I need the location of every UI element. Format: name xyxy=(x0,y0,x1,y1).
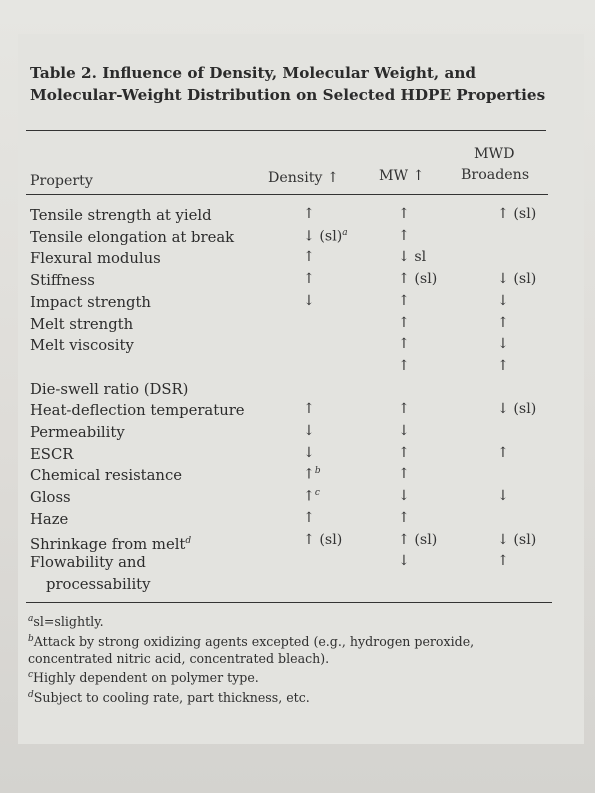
cell-value: ↓ xyxy=(398,553,410,570)
top-rule xyxy=(26,130,546,131)
cell-mwd xyxy=(497,488,509,504)
row-label-text: Chemical resistance xyxy=(30,467,183,485)
row-label xyxy=(30,205,212,227)
cell-density xyxy=(303,466,321,483)
row-label xyxy=(30,422,125,444)
cell-value: ↓ xyxy=(497,488,509,505)
row-label xyxy=(30,248,161,270)
footnote-text: Highly dependent on polymer type. xyxy=(33,670,259,686)
row-label xyxy=(30,444,73,466)
cell-mw xyxy=(398,423,410,439)
cell-mwd xyxy=(497,336,509,352)
cell-mw xyxy=(398,532,437,548)
footnote-ref: b xyxy=(314,466,321,477)
cell-value: ↑ xyxy=(398,401,410,418)
row-label-text: Flexural modulus xyxy=(30,250,161,268)
cell-mw xyxy=(398,293,410,309)
cell-mw xyxy=(398,510,410,526)
row-label-text: Impact strength xyxy=(30,293,151,311)
header-rule xyxy=(26,194,548,195)
cell-mw xyxy=(398,315,410,331)
cell-mw xyxy=(398,401,410,417)
cell-value: ↑ (sl) xyxy=(398,531,438,548)
cell-value: ↓ sl xyxy=(398,249,427,266)
footnote-text: sl=slightly. xyxy=(33,614,104,630)
cell-value: ↑ xyxy=(398,336,410,353)
cell-value: ↑ xyxy=(303,271,315,288)
row-label xyxy=(30,552,146,574)
cell-mw xyxy=(398,488,410,504)
footnote-ref: a xyxy=(342,227,348,238)
cell-mw xyxy=(398,466,410,482)
row-label-text: Stiffness xyxy=(30,272,95,290)
bottom-rule xyxy=(26,602,552,603)
table-title: Influence of Density, Molecular Weight, and Molecular-Weight Distribution on Selected HDPE Properties xyxy=(30,64,546,104)
row-label xyxy=(30,292,151,314)
row-label-text: Tensile elongation at break xyxy=(30,228,235,246)
cell-value: ↓ (sl) xyxy=(497,531,537,548)
cell-value: ↑ xyxy=(303,249,315,266)
cell-mw xyxy=(398,445,410,461)
cell-mw xyxy=(398,228,410,244)
cell-mw xyxy=(398,271,437,287)
row-label xyxy=(30,465,182,487)
header-mwd-line2: Broadens xyxy=(461,167,530,183)
row-label xyxy=(46,574,150,596)
table-number: Table 2. xyxy=(30,64,97,82)
cell-value: ↓ (sl) xyxy=(303,228,343,245)
row-label-text: Die-swell ratio (DSR) xyxy=(30,380,189,398)
cell-value: ↓ (sl) xyxy=(497,271,537,288)
cell-value: ↑ (sl) xyxy=(398,271,438,288)
row-label xyxy=(30,227,234,249)
row-label-text: Flowability and xyxy=(30,554,146,572)
cell-density xyxy=(303,206,315,222)
cell-density xyxy=(303,401,315,417)
cell-value: ↑ xyxy=(497,314,509,331)
footnote-mark: c xyxy=(28,670,34,681)
cell-value: ↑ xyxy=(398,357,410,374)
row-label xyxy=(30,400,245,422)
row-label-text: Melt viscosity xyxy=(30,337,134,355)
cell-value: ↓ xyxy=(303,444,315,461)
cell-mw xyxy=(398,553,410,569)
row-label-text: Haze xyxy=(30,510,69,528)
cell-value: ↑ xyxy=(398,227,410,244)
cell-value: ↑ (sl) xyxy=(497,206,537,222)
row-label-text: Gloss xyxy=(30,489,71,507)
row-label xyxy=(30,379,188,401)
footnote-ref: c xyxy=(314,488,320,499)
header-density: Density ↑ xyxy=(268,170,339,186)
footnote-a xyxy=(28,611,558,631)
cell-mwd xyxy=(497,206,536,222)
footnote-mark: b xyxy=(28,633,34,644)
cell-value: ↑ xyxy=(398,509,410,526)
cell-value: ↓ xyxy=(303,423,315,439)
cell-mw xyxy=(398,358,410,374)
cell-density xyxy=(303,423,315,439)
cell-value: ↑ (sl) xyxy=(303,531,343,548)
cell-density xyxy=(303,532,342,548)
cell-mw xyxy=(398,336,410,352)
row-label xyxy=(30,270,95,292)
cell-value: ↑ xyxy=(398,466,410,483)
cell-value: ↑ xyxy=(497,357,509,374)
cell-value: ↓ xyxy=(398,488,410,505)
cell-density xyxy=(303,249,315,265)
footnote-text: Subject to cooling rate, part thickness, etc. xyxy=(33,690,310,706)
row-label-text: Melt strength xyxy=(30,315,134,333)
cell-value: ↓ xyxy=(303,292,315,309)
cell-density xyxy=(303,271,315,287)
cell-value: ↑ xyxy=(497,553,509,570)
footnote-b xyxy=(28,631,558,667)
cell-mwd xyxy=(497,293,509,309)
cell-value: ↓ xyxy=(398,423,410,439)
footnote-mark: d xyxy=(28,689,34,700)
row-label-text: ESCR xyxy=(30,445,74,463)
row-label xyxy=(30,335,134,357)
cell-density xyxy=(303,293,315,309)
cell-density xyxy=(303,445,315,461)
cell-mwd xyxy=(497,401,536,417)
cell-value: ↑ xyxy=(398,206,410,222)
cell-value: ↑ xyxy=(303,467,315,484)
cell-density xyxy=(303,228,348,245)
row-label xyxy=(30,487,71,509)
cell-mwd xyxy=(497,358,509,374)
cell-value: ↓ xyxy=(497,292,509,309)
cell-mwd xyxy=(497,271,536,287)
row-label-text: Tensile strength at yield xyxy=(30,207,212,224)
cell-value: ↑ xyxy=(398,444,410,461)
header-mw: MW ↑ xyxy=(379,168,425,184)
row-label-text: Shrinkage from melt xyxy=(30,535,186,553)
row-label-text: Permeability xyxy=(30,424,125,441)
footnote-mark: a xyxy=(28,614,34,624)
cell-value: ↓ xyxy=(497,336,509,353)
footnote-ref: d xyxy=(185,535,192,546)
cell-value: ↑ xyxy=(398,314,410,331)
cell-value: ↑ xyxy=(303,206,315,222)
header-mwd-line1: MWD xyxy=(474,146,515,162)
cell-value: ↓ (sl) xyxy=(497,401,537,418)
cell-mwd xyxy=(497,315,509,331)
cell-value: ↑ xyxy=(303,509,315,526)
cell-mwd xyxy=(497,553,509,569)
cell-value: ↑ xyxy=(303,488,315,505)
row-label-text: Heat-deflection temperature xyxy=(30,402,245,420)
table-caption xyxy=(30,62,550,106)
row-label-text: processability xyxy=(46,575,151,593)
footnote-text: Attack by strong oxidizing agents excepted (e.g., hydrogen peroxide, concentrated nitric acid, concentrated bleach). xyxy=(28,633,475,666)
cell-mw xyxy=(398,206,410,222)
cell-mw xyxy=(398,249,426,265)
footnote-c xyxy=(28,667,558,687)
row-label xyxy=(30,509,68,531)
cell-value: ↑ xyxy=(303,401,315,418)
row-label xyxy=(30,314,133,336)
cell-value: ↑ xyxy=(497,444,509,461)
header-property: Property xyxy=(30,173,93,189)
cell-value: ↑ xyxy=(398,292,410,309)
cell-density xyxy=(303,510,315,526)
cell-mwd xyxy=(497,445,509,461)
cell-mwd xyxy=(497,532,536,548)
cell-density xyxy=(303,488,320,505)
footnotes xyxy=(28,611,558,707)
footnote-d xyxy=(28,687,558,707)
